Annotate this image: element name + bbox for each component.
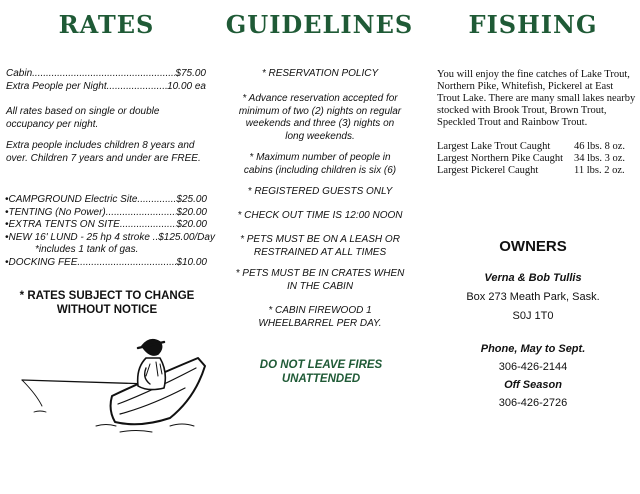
phone-summer: 306-426-2144 — [498, 361, 568, 373]
gas-note: *includes 1 tank of gas. — [35, 244, 139, 255]
guidelines-column — [213, 0, 426, 494]
guideline-item: * Advance reservation accepted for minimum of two (2) nights on regular weekends and three (3) nights on long weekends. — [238, 93, 402, 142]
cabin-label: Cabin — [6, 68, 33, 79]
extra-label: Extra People per Night — [6, 80, 107, 92]
fishing-column — [426, 0, 640, 494]
owner-names: Verna & Bob Tullis — [484, 272, 582, 284]
guideline-item: * REGISTERED GUESTS ONLY — [247, 186, 393, 197]
list-item: •CAMPGROUND Electric Site ..... $25.00 — [5, 194, 207, 207]
cabin-rate-row — [6, 68, 206, 81]
list-item: •TENTING (No Power) ..... $20.00 — [5, 207, 207, 220]
offseason-label: Off Season — [504, 379, 562, 391]
guideline-item: * CABIN FIREWOOD 1 WHEELBARREL PER DAY. — [258, 305, 382, 329]
extra-price: 10.00 ea — [167, 80, 206, 92]
cabin-rates — [6, 68, 206, 93]
list-item: •DOCKING FEE ..... $10.00 — [5, 257, 207, 270]
fires-warning: DO NOT LEAVE FIRES UNATTENDED — [259, 359, 383, 385]
guideline-item: * PETS MUST BE IN CRATES WHEN IN THE CABIN — [235, 268, 405, 292]
guideline-item: * CHECK OUT TIME IS 12:00 NOON — [237, 210, 403, 221]
list-item: •EXTRA TENTS ON SITE ..... $20.00 — [5, 219, 207, 232]
fishing-intro: You will enjoy the fine catches of Lake Trout, Northern Pike, Whitefish, Pickerel at East Trout Lake. There are many small lakes nearby stocked with Brook Trout, Brown Trout, Speckled Trout and Rainbow Trout. — [437, 69, 636, 128]
fishing-records — [437, 141, 625, 177]
guidelines-title: GUIDELINES — [225, 10, 414, 39]
extra-people-row — [6, 81, 206, 94]
rates-column — [0, 0, 213, 494]
table-row: Largest Northern Pike Caught 34 lbs. 3 oz. — [437, 153, 626, 164]
phone-label: Phone, May to Sept. — [480, 343, 586, 355]
owner-postal-code: S0J 1T0 — [512, 310, 554, 322]
table-row: Largest Lake Trout Caught 46 lbs. 8 oz. — [437, 141, 626, 152]
phone-offseason: 306-426-2726 — [498, 397, 568, 409]
fishing-title: FISHING — [468, 10, 598, 39]
table-row: Largest Pickerel Caught 11 lbs. 2 oz. — [437, 165, 625, 176]
guideline-item: * PETS MUST BE ON A LEASH OR RESTRAINED AT ALL TIMES — [240, 234, 400, 258]
owner-address: Box 273 Meath Park, Sask. — [466, 291, 600, 303]
rates-notice: * RATES SUBJECT TO CHANGE WITHOUT NOTICE — [19, 290, 195, 316]
guideline-item: * Maximum number of people in cabins (including children is six (6) — [243, 152, 397, 176]
extras-list — [5, 194, 215, 269]
owners-heading: OWNERS — [499, 238, 567, 255]
list-item: •NEW 16' LUND - 25 hp 4 stroke .. $125.00/Day — [5, 231, 215, 243]
guideline-item: * RESERVATION POLICY — [261, 68, 379, 79]
rates-title: RATES — [58, 10, 155, 39]
occupancy-note: All rates based on single or double occupancy per night. — [6, 106, 160, 130]
children-note: Extra people includes children 8 years and over. Children 7 years and under are FREE. — [6, 140, 201, 164]
fisherman-illustration — [0, 318, 213, 438]
cabin-price: $75.00 — [175, 68, 206, 79]
